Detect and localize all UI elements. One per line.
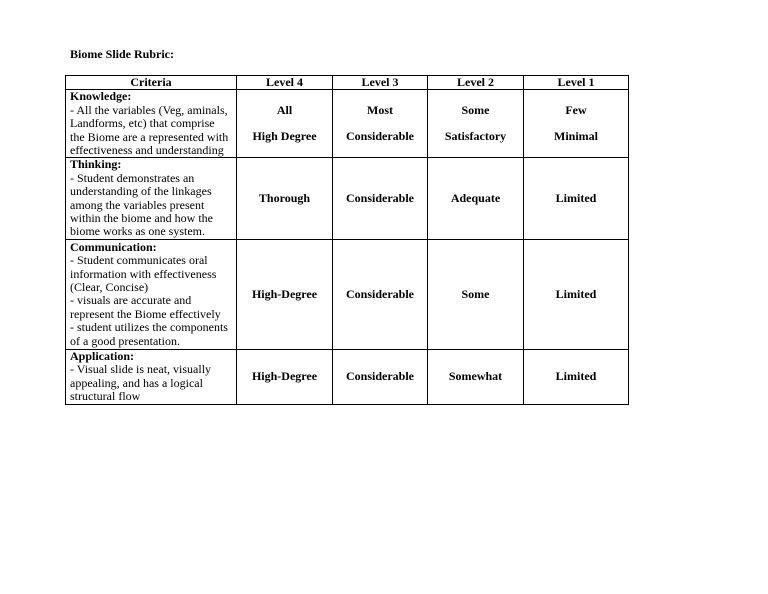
level-value: Adequate [450,190,501,205]
level-value: Few [565,103,587,118]
column-header-level-1: Level 1 [524,76,629,90]
level-3-cell [333,90,428,158]
criteria-heading: Application: [70,348,135,363]
level-value: Considerable [345,190,414,205]
level-value: High-Degree [251,368,318,383]
document-title: Biome Slide Rubric: [70,47,174,61]
criteria-cell-knowledge [66,90,237,158]
level-value: Limited [555,286,597,301]
criteria-line: - Student demonstrates an understanding of the linkages among the variables present within the biome and how the biome works as one system. [70,170,213,239]
column-header-level-4: Level 4 [237,76,333,90]
criteria-cell-communication [66,239,237,349]
level-value: Most [367,103,393,118]
level-value: Thorough [258,190,311,205]
table-row [66,90,629,158]
criteria-line: - Student communicates oral information with effectiveness (Clear, Concise) [70,253,217,294]
criteria-line: - All the variables (Veg, aminals, Landforms, etc) that comprise the Biome are a represented with effectiveness and understanding [70,102,229,158]
criteria-cell-thinking [66,158,237,239]
level-1-cell [524,239,629,349]
column-header-level-3: Level 3 [333,76,428,90]
table-row [66,158,629,239]
rubric-table [65,75,629,405]
level-value: High-Degree [251,286,318,301]
level-4-cell [237,239,333,349]
criteria-cell-application [66,349,237,404]
level-value: Limited [555,190,597,205]
level-3-cell [333,158,428,239]
level-2-cell [428,349,524,404]
level-value: Satisfactory [444,129,507,144]
table-row [66,349,629,404]
column-header-level-2: Level 2 [428,76,524,90]
criteria-line: - visuals are accurate and represent the Biome effectively [70,293,221,321]
header-row [66,76,629,90]
level-value: Minimal [554,129,598,144]
level-2-cell [428,239,524,349]
level-value: Limited [555,368,597,383]
level-value: Considerable [345,286,414,301]
level-value: High Degree [252,129,317,144]
column-header-criteria: Criteria [66,76,237,90]
table-row [66,239,629,349]
level-value: Considerable [345,129,414,144]
level-4-cell [237,158,333,239]
criteria-line: - student utilizes the components of a good presentation. [70,320,228,348]
level-2-cell [428,158,524,239]
level-1-cell [524,158,629,239]
criteria-line: - Visual slide is neat, visually appealing, and has a logical structural flow [70,362,212,404]
level-2-cell [428,90,524,158]
level-3-cell [333,239,428,349]
criteria-heading: Knowledge: [70,89,132,104]
criteria-heading: Thinking: [70,157,122,172]
level-3-cell [333,349,428,404]
level-value: Considerable [345,368,414,383]
criteria-heading: Communication: [70,239,157,254]
level-1-cell [524,349,629,404]
level-4-cell [237,90,333,158]
level-1-cell [524,90,629,158]
level-4-cell [237,349,333,404]
level-value: Some [461,103,490,118]
level-value: Somewhat [448,368,503,383]
level-value: All [276,103,293,118]
level-value: Some [461,286,490,301]
